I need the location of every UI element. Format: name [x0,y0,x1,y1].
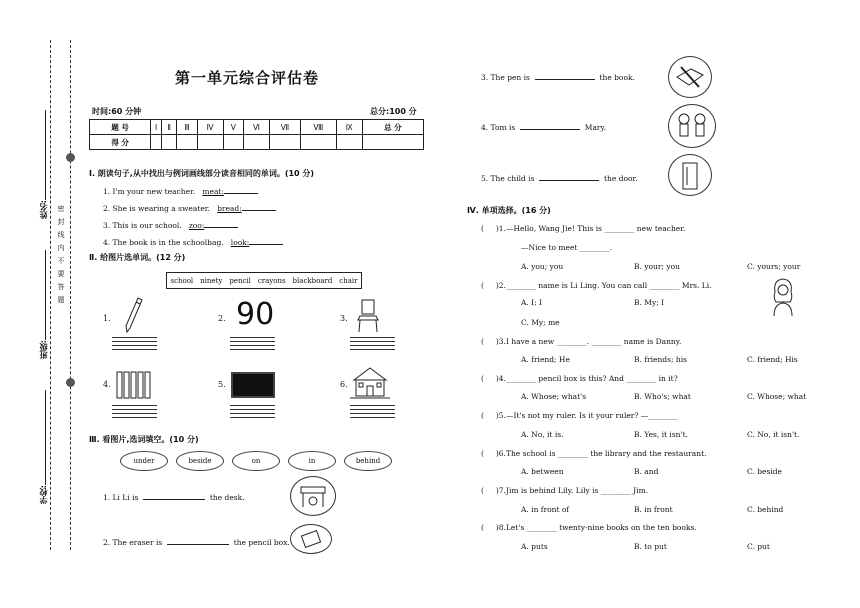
seal-notice: 密封线内不要答题 [57,205,65,309]
answer-blank[interactable] [143,492,205,500]
option-a[interactable]: A. Whose; what's [521,392,587,401]
option-a[interactable]: A. No, it is. [521,430,564,439]
word-bank-item: ninety [200,276,223,285]
question-number: )6. [495,449,506,458]
score-cell[interactable] [300,135,336,150]
picture-number: 4. [103,380,111,389]
question-text: Jim is behind Lily. Lily is ________ Jim. [505,486,649,495]
option-c[interactable]: C. friend; His [747,355,798,364]
answer-blank[interactable] [249,237,283,245]
question-text: ________ name is Li Ling. You can call ________ Mrs. Li. [505,281,712,290]
table-cell: Ⅲ [177,120,197,135]
table-cell: Ⅶ [269,120,300,135]
sentence-start: 2. The eraser is [103,538,163,547]
school-building-icon [350,366,390,400]
question-number: )5. [495,411,506,420]
question-number: )2. [495,281,506,290]
table-cell: Ⅳ [197,120,223,135]
question-text: ________ pencil box is this? And ________ in it? [505,374,678,383]
word-bank-item: pencil [229,276,251,285]
score-cell[interactable] [177,135,197,150]
table-cell: Ⅷ [300,120,336,135]
sentence-end: Mary. [584,123,607,132]
preposition-option: under [120,451,168,471]
example-word: meat: [202,187,224,196]
question-text: —It's not my ruler. Is it your ruler? —________ [505,411,679,420]
word-bank-item: chair [339,276,358,285]
section3-heading: Ⅲ. 看图片,选词填空。(10 分) [89,435,199,444]
score-cell[interactable] [161,135,176,150]
sentence-end: the book. [599,73,635,82]
section1-item [103,220,238,230]
name-field-line[interactable] [45,110,46,200]
option-b[interactable]: B. My; I [634,298,665,307]
example-word: look: [230,238,250,247]
score-table-score-row [90,135,424,150]
question-2 [481,281,712,290]
answer-bracket[interactable]: ( [481,374,484,383]
question-number: )4. [495,374,506,383]
chair-icon [356,298,380,334]
score-cell[interactable] [269,135,300,150]
section1-item [103,237,283,247]
option-b[interactable]: B. friends; his [634,355,687,364]
option-b[interactable]: B. Who's; what [634,392,691,401]
class-field-line[interactable] [45,250,46,340]
exam-total: 总分:100 分 [370,107,417,116]
option-a[interactable]: A. you; you [521,262,564,271]
question-6 [481,449,706,458]
page-title: 第一单元综合评估卷 [175,69,320,87]
picture-number: 2. [218,314,226,323]
answer-blank[interactable] [224,186,258,194]
option-c[interactable]: C. No, it isn't. [747,430,800,439]
crayons-icon [116,370,152,400]
question-number: )8. [495,523,506,532]
table-cell: Ⅰ [151,120,162,135]
sentence-start: 4. Tom is [481,123,516,132]
picture-number: 6. [340,380,348,389]
section3-item [481,122,606,132]
table-cell: Ⅴ [223,120,243,135]
question-number: )3. [495,337,506,346]
question-text: Let's ________ twenty-nine books on the ten books. [505,523,697,532]
blackboard-icon [231,372,275,398]
binding-line-left [50,40,51,550]
question-4 [481,374,678,383]
sentence: 1. I'm your new teacher. [103,187,196,196]
school-label: 学校: [39,485,48,505]
answer-lines[interactable] [230,402,275,418]
sentence-start: 1. Li Li is [103,493,139,502]
preposition-option: beside [176,451,224,471]
binding-hole-bottom [66,378,75,387]
option-a[interactable]: A. puts [521,542,548,551]
preposition-option: behind [344,451,392,471]
sentence: 3. This is our school. [103,221,182,230]
answer-blank[interactable] [167,537,229,545]
door-picture [668,154,712,196]
word-bank [166,272,362,289]
answer-lines[interactable] [350,334,395,350]
option-b[interactable]: B. to put [634,542,667,551]
sentence-end: the desk. [209,493,245,502]
answer-bracket[interactable]: ( [481,411,484,420]
preposition-option: in [288,451,336,471]
score-table [89,119,424,150]
pencil-box-picture [290,524,332,554]
sentence: 2. She is wearing a sweater. [103,204,210,213]
section3-item [481,72,635,82]
question-number: )7. [495,486,506,495]
answer-lines[interactable] [112,402,157,418]
book-picture [668,56,712,98]
question-8 [481,523,697,532]
desk-icon [291,477,335,515]
answer-bracket[interactable]: ( [481,224,484,233]
table-cell: 题 号 [90,120,151,135]
answer-lines[interactable] [112,334,157,350]
section3-item [481,173,638,183]
door-icon [669,155,711,195]
score-cell[interactable] [151,135,162,150]
section2-heading: Ⅱ. 给图片选单词。(12 分) [89,253,186,262]
preposition-option: on [232,451,280,471]
answer-blank[interactable] [539,173,599,181]
answer-bracket[interactable]: ( [481,449,484,458]
option-c[interactable]: C. yours; your [747,262,801,271]
name-label: 姓名: [39,200,48,220]
number-ninety-image: 90 [236,297,275,332]
question-3 [481,337,681,346]
question-number: )1. [495,224,506,233]
sentence-start: 5. The child is [481,174,535,183]
binding-hole-top [66,153,75,162]
section1-item [103,186,258,196]
score-cell[interactable] [362,135,423,150]
answer-blank[interactable] [242,203,276,211]
picture-number: 3. [340,314,348,323]
score-cell[interactable] [243,135,269,150]
answer-blank[interactable] [535,72,595,80]
question-text: I have a new ________. ________ name is Danny. [505,337,682,346]
book-icon [669,57,711,97]
sentence-end: the pencil box. [233,538,290,547]
question-1 [481,224,685,233]
picture-number: 1. [103,314,111,323]
answer-bracket[interactable]: ( [481,337,484,346]
option-c[interactable]: C. My; me [521,318,560,327]
pencil-box-icon [291,525,331,553]
answer-lines[interactable] [350,402,395,418]
table-cell: Ⅵ [243,120,269,135]
score-cell[interactable] [223,135,243,150]
option-c[interactable]: C. beside [747,467,782,476]
option-c[interactable]: C. Whose; what [747,392,807,401]
sentence-start: 3. The pen is [481,73,530,82]
answer-bracket[interactable]: ( [481,281,484,290]
table-cell: Ⅸ [336,120,362,135]
option-b[interactable]: B. your; you [634,262,680,271]
answer-lines[interactable] [230,334,275,350]
question-7 [481,486,648,495]
section1-item [103,203,276,213]
option-a[interactable]: A. in front of [521,505,570,514]
teacher-illustration-icon [768,276,798,318]
table-cell: 总 分 [362,120,423,135]
score-cell[interactable] [336,135,362,150]
question-text: —Hello, Wang Jie! This is ________ new teacher. [505,224,686,233]
score-table-header-row [90,120,424,135]
answer-bracket[interactable]: ( [481,486,484,495]
section1-heading: Ⅰ. 朗读句子,从中找出与例词画线部分读音相同的单词。(10 分) [89,169,315,178]
word-bank-item: crayons [257,276,286,285]
table-cell: Ⅱ [161,120,176,135]
option-c[interactable]: C. put [747,542,770,551]
school-field-line[interactable] [45,390,46,485]
option-b[interactable]: B. and [634,467,659,476]
table-cell: 得 分 [90,135,151,150]
children-picture [668,104,716,148]
option-c[interactable]: C. behind [747,505,784,514]
preposition-bank [120,451,392,471]
answer-blank[interactable] [520,122,580,130]
option-b[interactable]: B. in front [634,505,673,514]
word-bank-item: blackboard [292,276,333,285]
answer-bracket[interactable]: ( [481,523,484,532]
example-word: zoo: [188,221,205,230]
example-word: bread: [217,204,242,213]
answer-blank[interactable] [204,220,238,228]
desk-picture [290,476,336,516]
picture-number: 5. [218,380,226,389]
exam-time: 时间:60 分钟 [92,107,142,116]
option-a[interactable]: A. I; I [521,298,543,307]
question-5 [481,411,678,420]
pencil-icon [122,296,146,334]
question-text: The school is ________ the library and the restaurant. [505,449,707,458]
section3-item [103,537,290,547]
children-icon [669,105,715,147]
option-b[interactable]: B. Yes, it isn't. [634,430,688,439]
section4-heading: Ⅳ. 单项选择。(16 分) [467,206,551,215]
score-cell[interactable] [197,135,223,150]
question-1-reply: —Nice to meet ________. [521,243,613,252]
option-a[interactable]: A. between [521,467,564,476]
sentence: 4. The book is in the schoolbag. [103,238,224,247]
option-a[interactable]: A. friend; He [521,355,570,364]
section3-item [103,492,245,502]
sentence-end: the door. [604,174,638,183]
word-bank-item: school [170,276,194,285]
binding-line-right [70,40,71,550]
class-label: 班级: [39,340,48,360]
